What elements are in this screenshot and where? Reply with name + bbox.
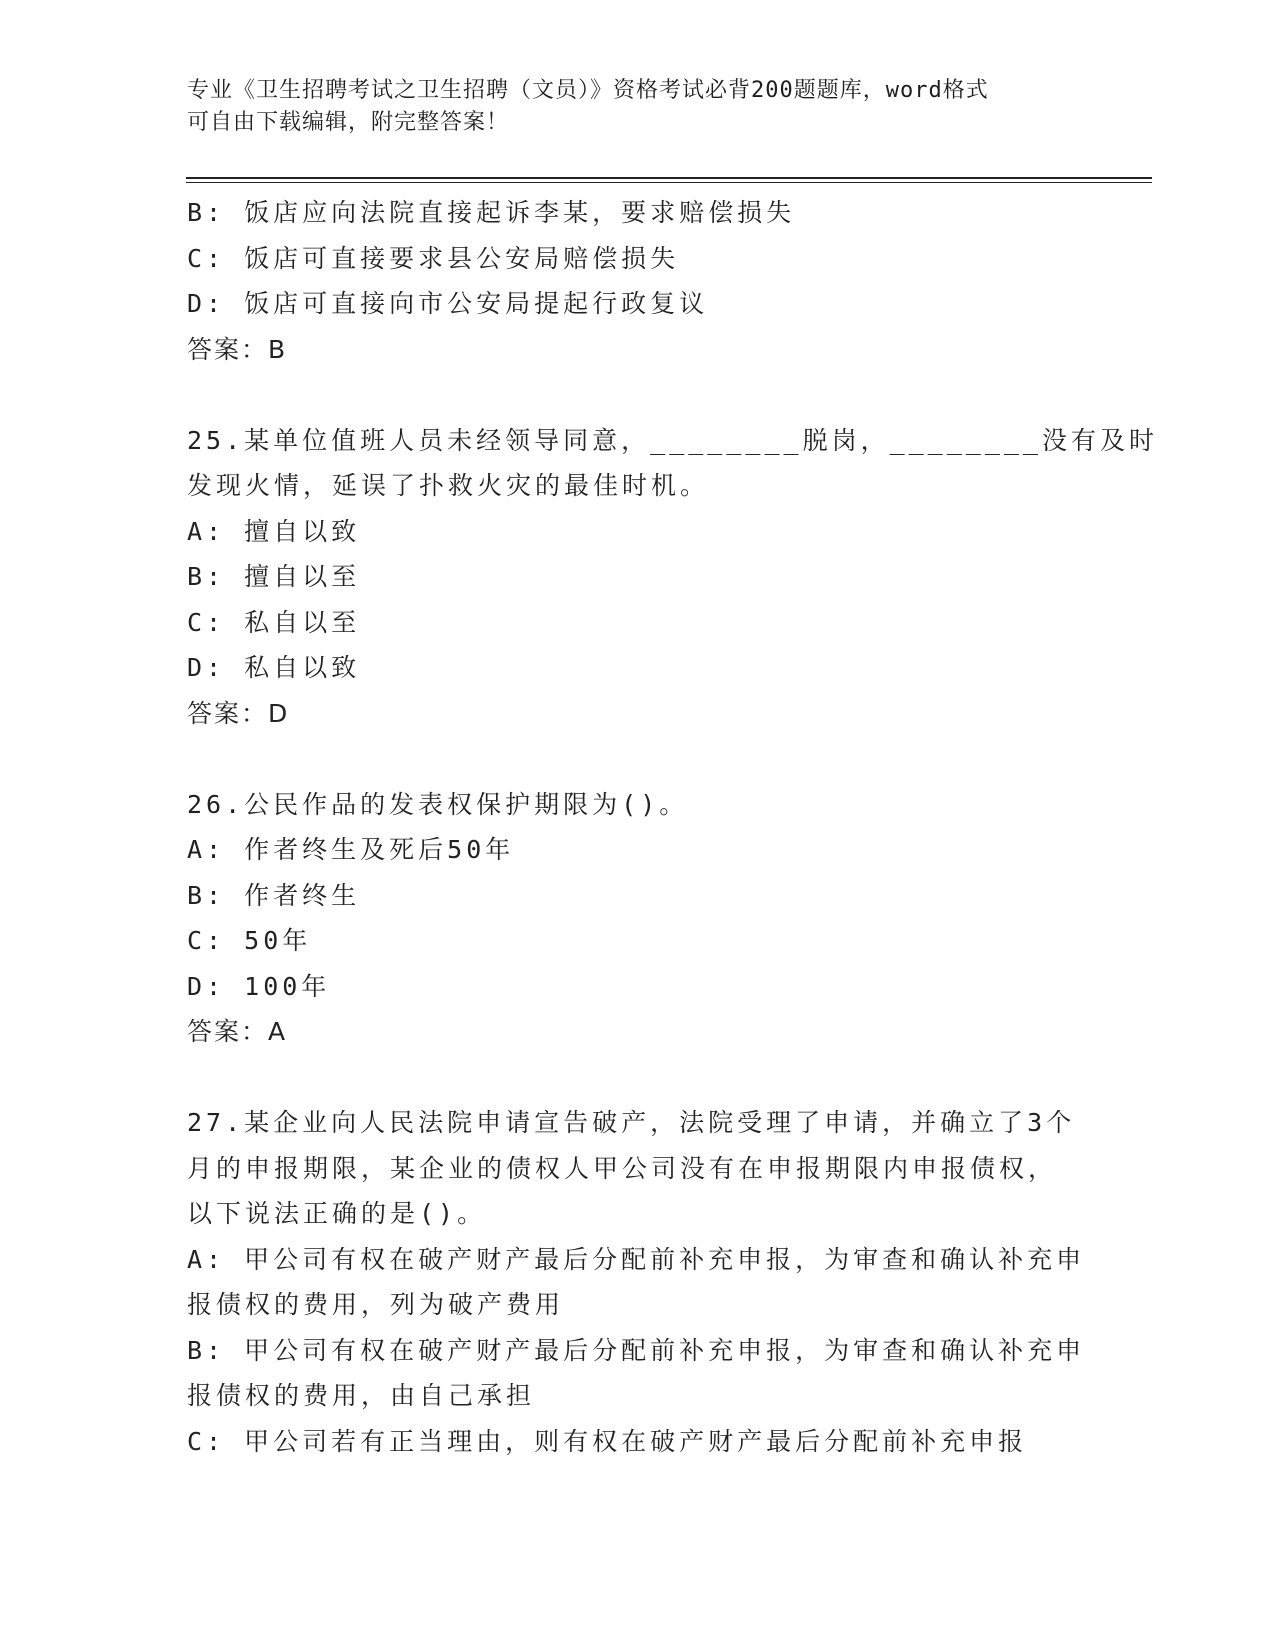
q27-option-c: C: 甲公司若有正当理由，则有权在破产财产最后分配前补充申报 (187, 1426, 1028, 1456)
document-header (187, 75, 1087, 139)
q24-option-c: C: 饭店可直接要求县公安局赔偿损失 (187, 243, 680, 273)
q26-option-c: C: 50年 (187, 926, 312, 955)
header-title-line-1: 专业《卫生招聘考试之卫生招聘（文员）》资格考试必背200题题库，word格式 (187, 78, 989, 103)
q27-option-b-line-1: B: 甲公司有权在破产财产最后分配前补充申报，为审查和确认补充申 (187, 1335, 1086, 1365)
q25-option-b: B: 擅自以至 (187, 562, 361, 591)
q25-stem-line-2: 发现火情，延误了扑救火灾的最佳时机。 (187, 471, 710, 500)
q27-option-a-line-1: A: 甲公司有权在破产财产最后分配前补充申报，为审查和确认补充申 (187, 1244, 1086, 1274)
question-gap (187, 736, 1087, 782)
q25-answer: 答案：D (187, 698, 290, 728)
header-title-line-2: 可自由下载编辑，附完整答案！ (187, 110, 510, 135)
q26-option-b: B: 作者终生 (187, 880, 361, 910)
question-gap (187, 372, 1087, 418)
q26-option-d: D: 100年 (187, 971, 331, 1001)
q27-stem-line-2: 月的申报期限，某企业的债权人甲公司没有在申报期限内申报债权， (187, 1153, 1058, 1183)
q27-option-b-line-2: 报债权的费用，由自己承担 (187, 1381, 536, 1410)
q27-option-a-line-2: 报债权的费用，列为破产费用 (187, 1290, 565, 1319)
q24-option-d: D: 饭店可直接向市公安局提起行政复议 (187, 289, 709, 318)
q25-option-c: C: 私自以至 (187, 607, 361, 637)
q26-answer: 答案：A (187, 1017, 288, 1046)
q24-option-b: B: 饭店应向法院直接起诉李某，要求赔偿损失 (187, 198, 796, 227)
q26-option-a: A: 作者终生及死后50年 (187, 835, 515, 864)
header-divider-thin (186, 182, 1152, 183)
q24-answer: 答案：B (187, 334, 288, 364)
q27-stem-line-3: 以下说法正确的是()。 (187, 1199, 487, 1228)
question-gap (187, 1055, 1087, 1101)
document-body (187, 190, 1158, 1464)
q25-option-d: D: 私自以致 (187, 653, 361, 682)
header-divider-thick (186, 177, 1152, 179)
q25-option-a: A: 擅自以致 (187, 516, 361, 546)
q26-stem: 26.公民作品的发表权保护期限为()。 (187, 789, 689, 819)
q25-stem-line-1: 25.某单位值班人员未经领导同意，________脱岗，________没有及时 (187, 425, 1158, 455)
q27-stem-line-1: 27.某企业向人民法院申请宣告破产，法院受理了申请，并确立了3个 (187, 1108, 1076, 1137)
